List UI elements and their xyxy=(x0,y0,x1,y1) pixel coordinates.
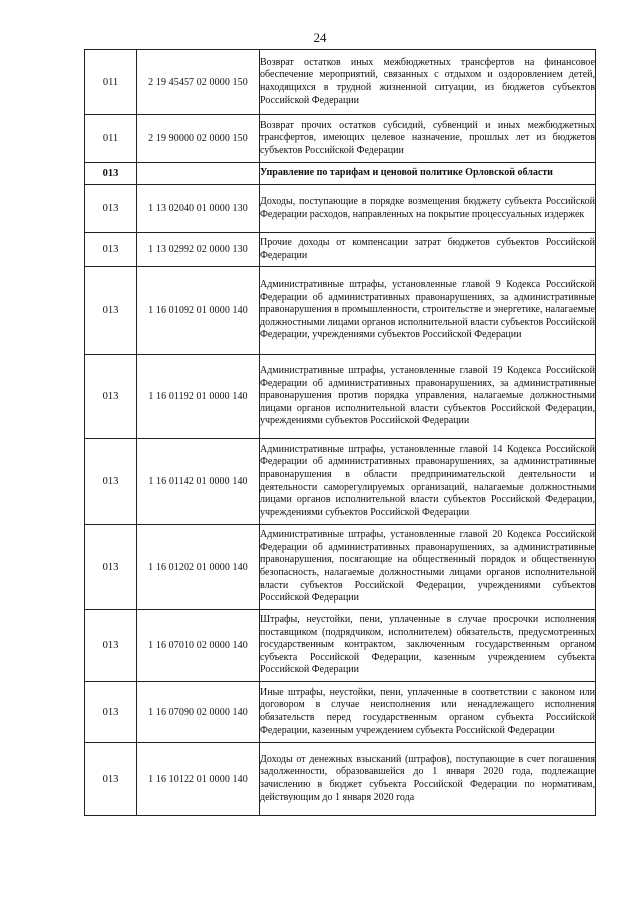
budget-code-cell: 1 16 10122 01 0000 140 xyxy=(137,743,260,816)
page-number: 24 xyxy=(313,30,327,45)
revenue-codes-table xyxy=(84,49,596,816)
budget-code-cell: 1 16 01192 01 0000 140 xyxy=(137,355,260,439)
admin-code-cell: 013 xyxy=(85,525,137,610)
description-cell: Административные штрафы, установленные главой 19 Кодекса Российской Федерации об административных правонарушениях, за административные правонарушения против порядка управления, налагаемые должностными лицами органов исполнительной власти субъектов Российской Федерации, учреждениями субъектов Российской Федерации xyxy=(260,355,596,439)
section-header-row xyxy=(85,163,596,185)
admin-code-cell: 013 xyxy=(85,682,137,743)
admin-code-cell: 013 xyxy=(85,439,137,525)
admin-code-cell: 013 xyxy=(85,163,137,185)
table-row xyxy=(85,610,596,682)
table-row xyxy=(85,439,596,525)
table-row xyxy=(85,355,596,439)
description-cell: Административные штрафы, установленные главой 9 Кодекса Российской Федерации об административных правонарушениях, за административные правонарушения в промышленности, строительстве и энергетике, налагаемые должностными лицами органов исполнительной власти субъектов Российской Федерации, учреждениями субъектов Российской Федерации xyxy=(260,267,596,355)
budget-code-cell: 1 16 07010 02 0000 140 xyxy=(137,610,260,682)
description-cell: Штрафы, неустойки, пени, уплаченные в случае просрочки исполнения поставщиком (подрядчиком, исполнителем) обязательств, предусмотренных государственным контрактом, заключенным государственным органом субъекта Российской Федерации, казенным учреждением субъекта Российской Федерации xyxy=(260,610,596,682)
budget-code-cell: 2 19 90000 02 0000 150 xyxy=(137,115,260,163)
budget-code-cell: 1 13 02992 02 0000 130 xyxy=(137,233,260,267)
admin-code-cell: 013 xyxy=(85,610,137,682)
description-cell: Административные штрафы, установленные главой 14 Кодекса Российской Федерации об административных правонарушениях, за административные правонарушения в области предпринимательской деятельности и деятельности саморегулируемых организаций, налагаемые должностными лицами органов исполнительной власти субъектов Российской Федерации, учреждениями субъектов Российской Федерации xyxy=(260,439,596,525)
description-cell: Прочие доходы от компенсации затрат бюджетов субъектов Российской Федерации xyxy=(260,233,596,267)
description-cell: Административные штрафы, установленные главой 20 Кодекса Российской Федерации об административных правонарушениях, за административные правонарушения, посягающие на общественный порядок и общественную безопасность, налагаемые должностными лицами органов исполнительной власти субъектов Российской Федерации, учреждениями субъектов Российской Федерации xyxy=(260,525,596,610)
budget-code-cell: 1 13 02040 01 0000 130 xyxy=(137,185,260,233)
admin-code-cell: 013 xyxy=(85,267,137,355)
budget-code-cell xyxy=(137,163,260,185)
table-body xyxy=(85,50,596,816)
table-row xyxy=(85,525,596,610)
budget-code-cell: 1 16 01142 01 0000 140 xyxy=(137,439,260,525)
admin-code-cell: 013 xyxy=(85,185,137,233)
section-title: Управление по тарифам и ценовой политике Орловской области xyxy=(260,163,596,185)
table-row xyxy=(85,682,596,743)
description-cell: Возврат прочих остатков субсидий, субвенций и иных межбюджетных трансфертов, имеющих целевое назначение, прошлых лет из бюджетов субъектов Российской Федерации xyxy=(260,115,596,163)
table-row xyxy=(85,233,596,267)
admin-code-cell: 013 xyxy=(85,355,137,439)
admin-code-cell: 011 xyxy=(85,50,137,115)
budget-code-cell: 1 16 01202 01 0000 140 xyxy=(137,525,260,610)
admin-code-cell: 013 xyxy=(85,743,137,816)
description-cell: Доходы, поступающие в порядке возмещения бюджету субъекта Российской Федерации расходов, направленных на покрытие процессуальных издержек xyxy=(260,185,596,233)
description-cell: Возврат остатков иных межбюджетных трансфертов на финансовое обеспечение мероприятий, связанных с отдыхом и оздоровлением детей, находящихся в трудной жизненной ситуации, из бюджетов субъектов Российской Федерации xyxy=(260,50,596,115)
table-row xyxy=(85,743,596,816)
table-row xyxy=(85,267,596,355)
budget-code-cell: 1 16 07090 02 0000 140 xyxy=(137,682,260,743)
table-row xyxy=(85,185,596,233)
budget-code-cell: 1 16 01092 01 0000 140 xyxy=(137,267,260,355)
admin-code-cell: 013 xyxy=(85,233,137,267)
admin-code-cell: 011 xyxy=(85,115,137,163)
table-row xyxy=(85,50,596,115)
description-cell: Иные штрафы, неустойки, пени, уплаченные в соответствии с законом или договором в случае неисполнения или ненадлежащего исполнения обязательств перед государственным органом субъекта Российской Федерации, казенным учреждением субъекта Российской Федерации xyxy=(260,682,596,743)
description-cell: Доходы от денежных взысканий (штрафов), поступающие в счет погашения задолженности, образовавшейся до 1 января 2020 года, подлежащие зачислению в бюджет субъекта Российской Федерации по нормативам, действующим до 1 января 2020 года xyxy=(260,743,596,816)
table-row xyxy=(85,115,596,163)
budget-code-cell: 2 19 45457 02 0000 150 xyxy=(137,50,260,115)
